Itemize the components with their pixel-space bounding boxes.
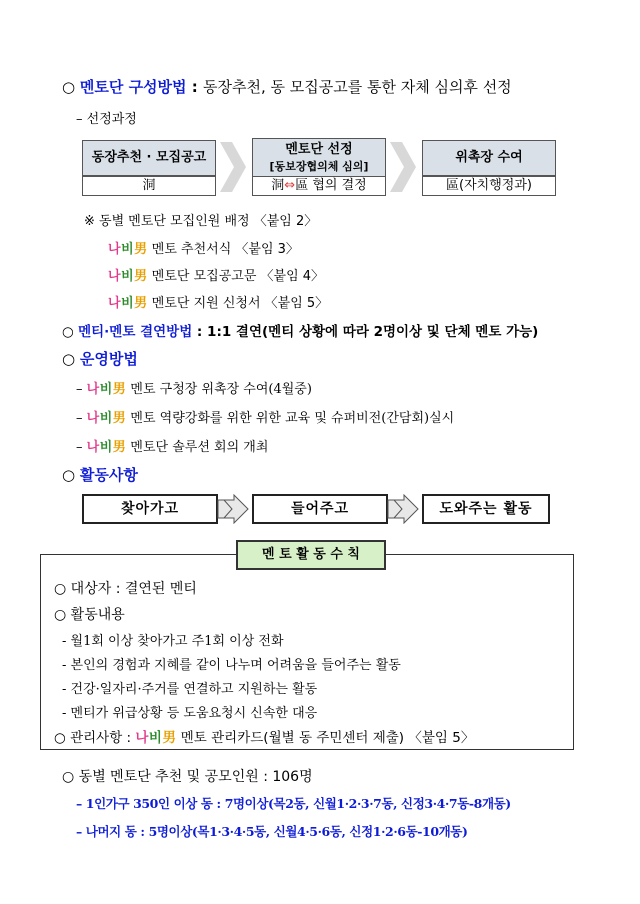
composition-line bbox=[62, 76, 512, 97]
rules-content-item: - 멘티가 위급상황 등 도움요청시 신속한 대응 bbox=[62, 706, 318, 721]
mgmt-text: 멘토 관리카드(월별 동 주민센터 제출) 〈붙임 5〉 bbox=[180, 730, 475, 746]
quota-line: – 나머지 동 : 5명이상(목1·3·4·5동, 신월4·5·6동, 신정1·2·6동-10개동) bbox=[76, 824, 468, 839]
chevron-right-icon bbox=[218, 140, 248, 194]
process-label: – 선정과정 bbox=[76, 112, 137, 127]
double-arrow-icon bbox=[216, 494, 250, 524]
mgmt-prefix: ○ 관리사항 : bbox=[54, 730, 136, 746]
operation-item-text: 멘토단 솔루션 회의 개최 bbox=[130, 440, 269, 455]
composition-text: 동장추천, 동 모집공고를 통한 자체 심의후 선정 bbox=[202, 78, 512, 96]
activity-step-3: 도와주는 활동 bbox=[422, 494, 550, 524]
operation-item-text: 멘토 구청장 위촉장 수여(4월중) bbox=[130, 382, 312, 397]
composition-label: 멘토단 구성방법 bbox=[79, 78, 187, 96]
process-step-1-sub: 洞 bbox=[82, 176, 216, 196]
rules-title: 멘 토 활 동 수 칙 bbox=[236, 540, 386, 570]
recruit-item-text: 멘토단 모집공고문 〈붙임 4〉 bbox=[151, 269, 325, 284]
matching-label: 멘티·멘토 결연방법 bbox=[78, 324, 193, 340]
rules-content-item: - 월1회 이상 찾아가고 주1회 이상 전화 bbox=[62, 634, 284, 649]
bullet: ○ bbox=[62, 350, 76, 368]
nabinam-logo: 나비男 bbox=[108, 296, 148, 311]
nabinam-logo: 나비男 bbox=[135, 730, 177, 746]
operation-item: – 나비男 멘토 구청장 위촉장 수여(4월중) bbox=[76, 382, 312, 397]
nabinam-logo: 나비男 bbox=[86, 411, 127, 426]
sub-a: 洞 bbox=[271, 178, 285, 193]
activities-heading bbox=[62, 464, 138, 485]
operation-heading bbox=[62, 348, 138, 369]
activity-step-2: 들어주고 bbox=[252, 494, 388, 524]
recruit-item bbox=[108, 238, 299, 257]
quota-title: ○ 동별 멘토단 추천 및 공모인원 : 106명 bbox=[62, 769, 313, 785]
recruit-item bbox=[108, 265, 324, 284]
chevron-right-icon bbox=[388, 140, 418, 194]
quota-line: – 1인가구 350인 이상 동 : 7명이상(목2동, 신월1·2·3·7동, 신정3·4·7동-8개동) bbox=[76, 796, 511, 811]
operation-item: – 나비男 멘토단 솔루션 회의 개최 bbox=[76, 440, 269, 455]
process-step-3-sub: 區(자치행정과) bbox=[422, 176, 556, 196]
bullet: ○ bbox=[62, 324, 74, 340]
matching-line: ○ 멘티·멘토 결연방법 : 1:1 결연(멘티 상황에 따라 2명이상 및 단체 멘토 가능) bbox=[62, 324, 539, 340]
process-step-3 bbox=[422, 140, 556, 176]
process-step-1 bbox=[82, 140, 216, 176]
nabinam-logo: 나비男 bbox=[108, 242, 148, 257]
separator: : bbox=[186, 78, 203, 96]
process-step-1-title: 동장추천 · 모집공고 bbox=[91, 150, 207, 165]
process-step-2-subtitle: [동보장협의체 심의] bbox=[269, 160, 369, 173]
operation-item-text: 멘토 역량강화를 위한 위한 교육 및 슈퍼비전(간담회)실시 bbox=[130, 411, 455, 426]
bullet: ○ bbox=[62, 466, 76, 484]
nabinam-logo: 나비男 bbox=[86, 382, 127, 397]
process-step-2-sub bbox=[252, 176, 386, 196]
bullet: ○ bbox=[62, 78, 76, 96]
recruit-item-text: 멘토단 지원 신청서 〈붙임 5〉 bbox=[151, 296, 329, 311]
rules-content-item: - 건강·일자리·주거를 연결하고 지원하는 활동 bbox=[62, 682, 318, 697]
rules-target: ○ 대상자 : 결연된 멘티 bbox=[54, 581, 197, 597]
nabinam-logo: 나비男 bbox=[108, 269, 148, 284]
operation-item: – 나비男 멘토 역량강화를 위한 위한 교육 및 슈퍼비전(간담회)실시 bbox=[76, 411, 455, 426]
activities-label: 활동사항 bbox=[79, 466, 138, 484]
nabinam-logo: 나비男 bbox=[86, 440, 127, 455]
rules-management bbox=[54, 726, 474, 746]
operation-label: 운영방법 bbox=[79, 350, 138, 368]
recruit-note: ※ 동별 멘토단 모집인원 배정 〈붙임 2〉 bbox=[84, 214, 318, 229]
activity-step-1: 찾아가고 bbox=[82, 494, 218, 524]
process-step-3-title: 위촉장 수여 bbox=[455, 150, 523, 165]
sub-b: 區 협의 결정 bbox=[295, 178, 367, 193]
matching-text: 1:1 결연(멘티 상황에 따라 2명이상 및 단체 멘토 가능) bbox=[207, 324, 539, 340]
recruit-item bbox=[108, 292, 328, 311]
rules-content-label: ○ 활동내용 bbox=[54, 607, 125, 623]
process-step-2 bbox=[252, 138, 386, 178]
process-step-2-title: 멘토단 선정 bbox=[285, 142, 353, 157]
rules-content-item: - 본인의 경험과 지혜를 같이 나누며 어려움을 들어주는 활동 bbox=[62, 658, 401, 673]
double-arrow-icon bbox=[386, 494, 420, 524]
recruit-item-text: 멘토 추천서식 〈붙임 3〉 bbox=[151, 242, 299, 257]
bidirectional-arrow-icon: ⇔ bbox=[284, 178, 296, 193]
